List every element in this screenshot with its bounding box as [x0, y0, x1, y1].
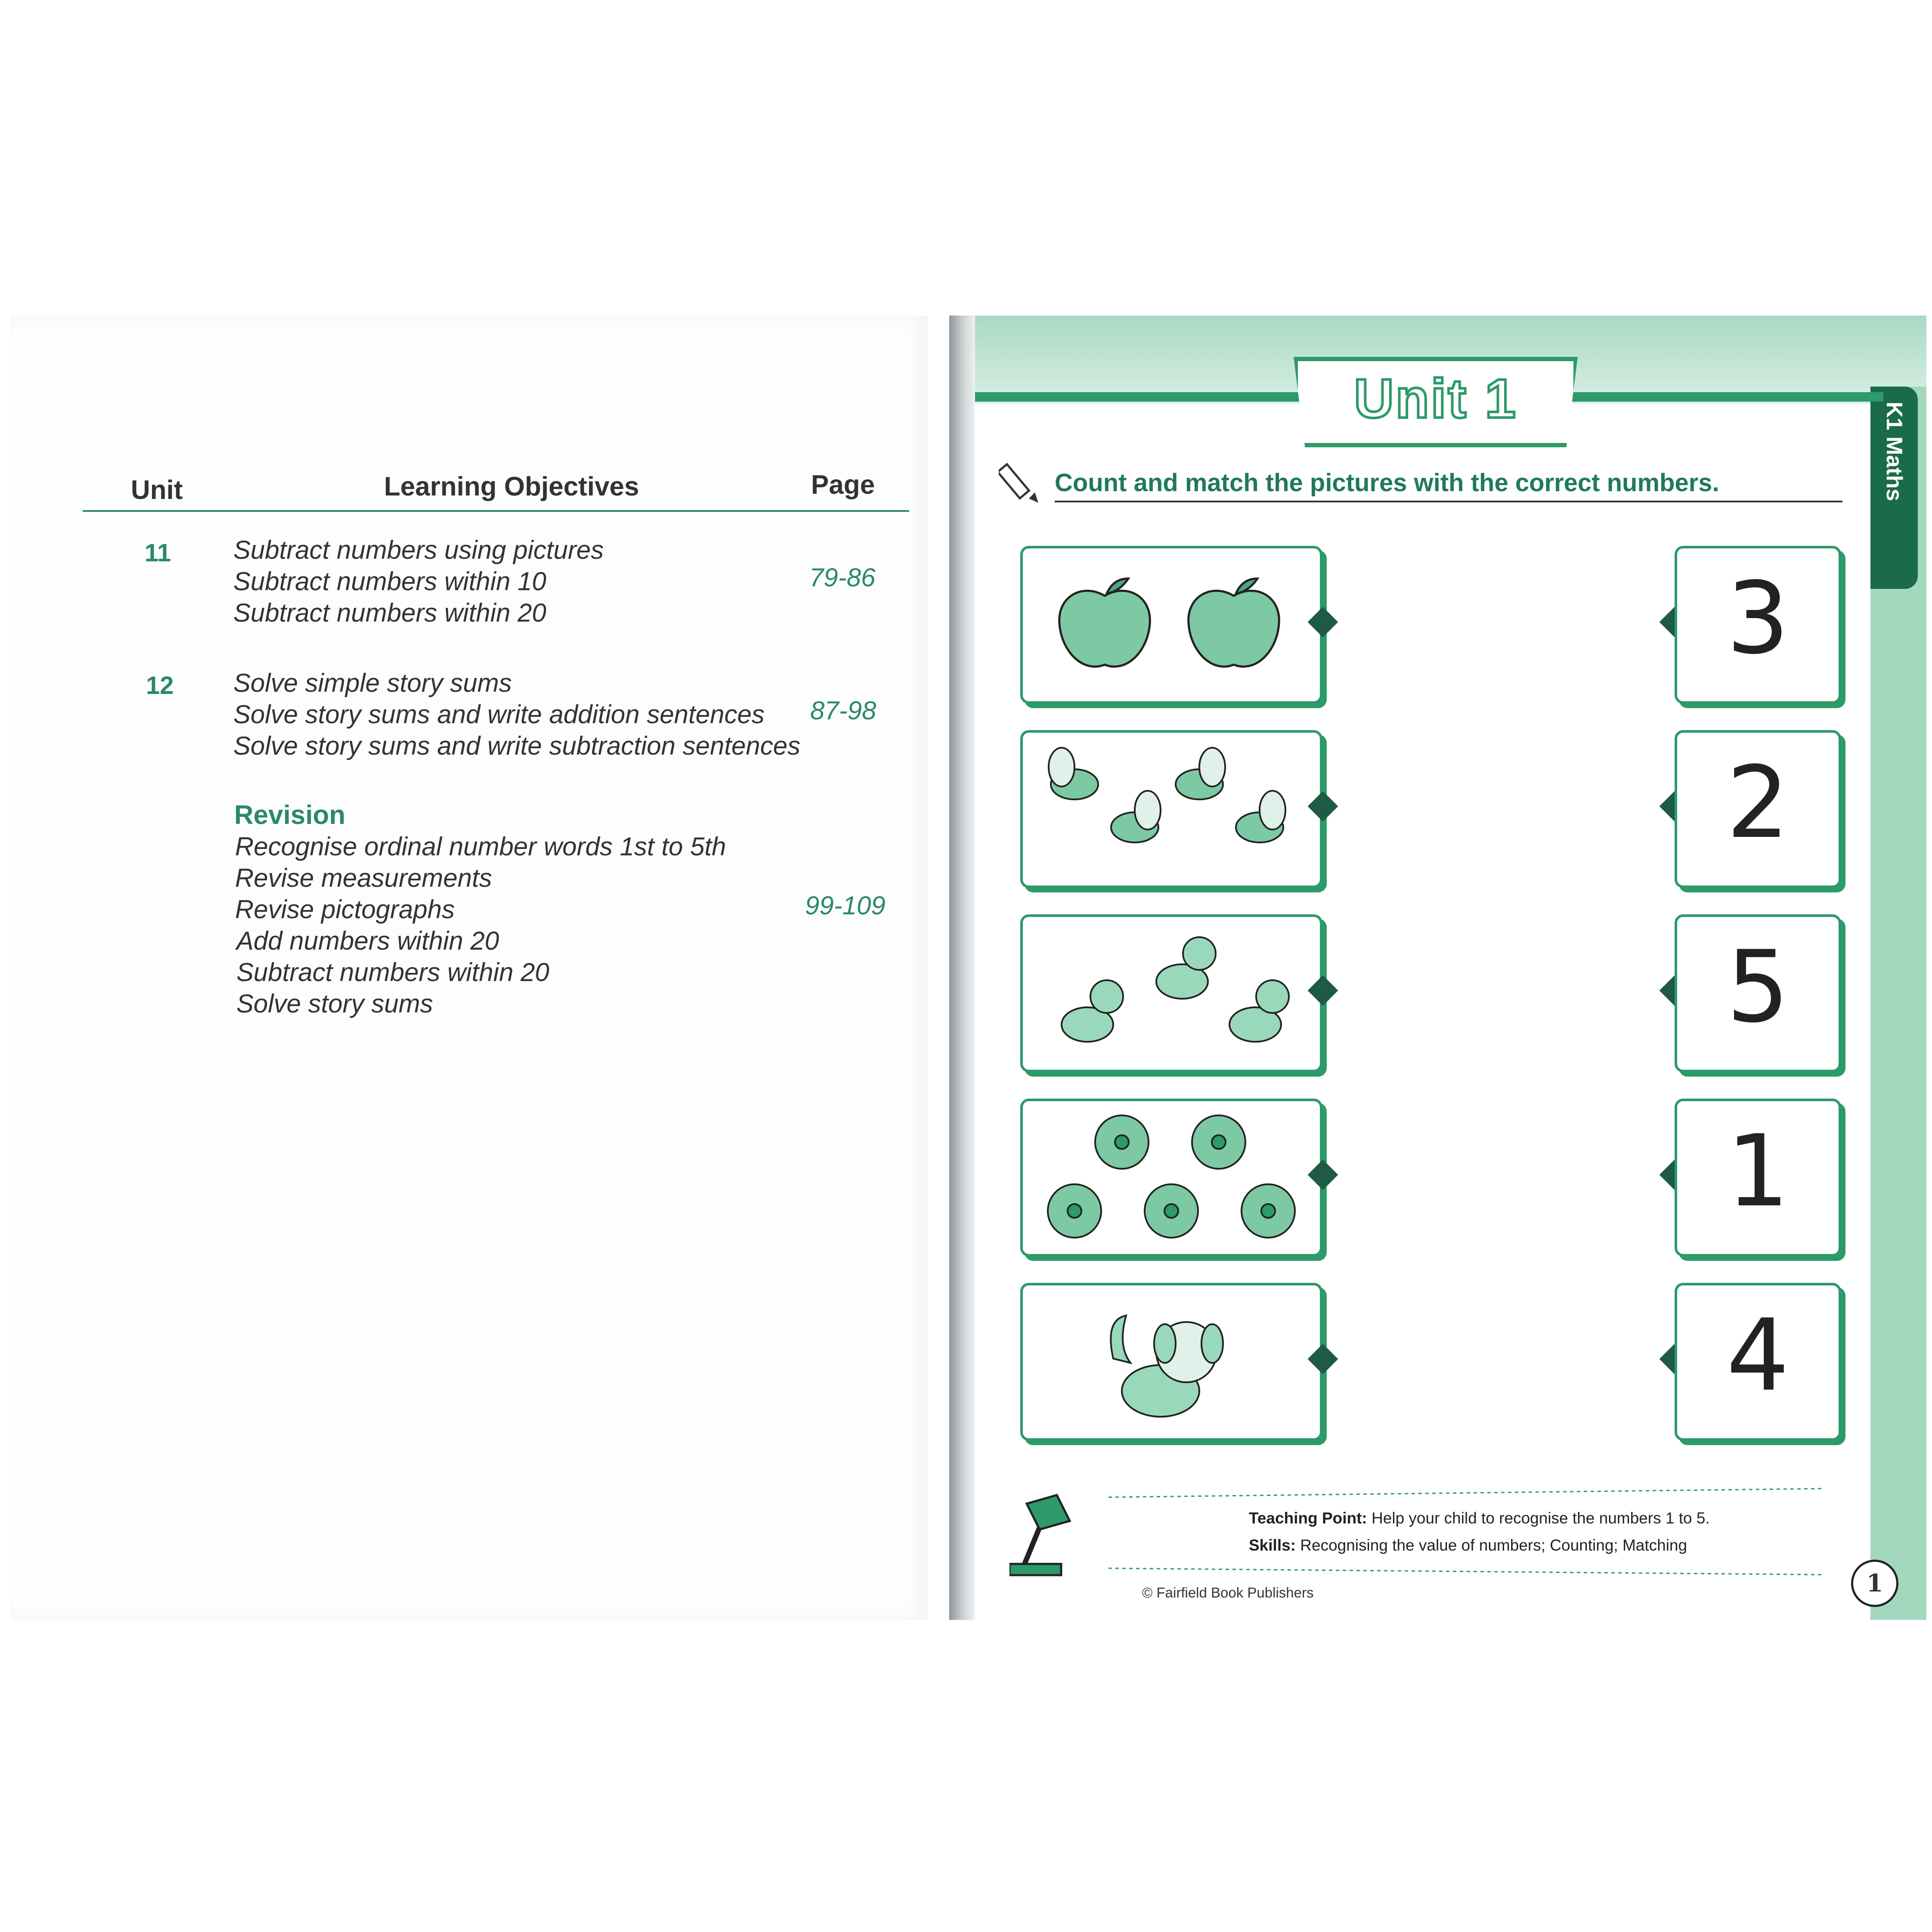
book-spine — [949, 316, 975, 1620]
objective-item: Add numbers within 20 — [236, 926, 499, 955]
objective-item: Solve story sums and write addition sentences — [233, 700, 765, 729]
worksheet-page — [949, 316, 1926, 1620]
side-tab-label: K1 Maths — [1882, 402, 1907, 502]
instruction-text: Count and match the pictures with the correct numbers. — [1055, 469, 1719, 497]
picture-box-flowers — [1020, 1099, 1322, 1257]
objectives-column-header: Learning Objectives — [384, 472, 639, 502]
skills-text: Recognising the value of numbers; Counting; Matching — [1300, 1536, 1687, 1554]
unit-title: Unit 1 — [1354, 368, 1517, 430]
pencil-icon — [999, 455, 1046, 507]
skills-label: Skills: — [1249, 1536, 1296, 1554]
picture-box-bees — [1020, 730, 1322, 888]
number-box — [1675, 1099, 1841, 1257]
revision-title: Revision — [234, 800, 346, 830]
number-value: 2 — [1726, 746, 1790, 861]
number-box — [1675, 1283, 1841, 1441]
teaching-point-text: Help your child to recognise the numbers 1 to 5. — [1372, 1509, 1710, 1527]
objective-item: Subtract numbers within 20 — [233, 598, 547, 627]
flower-icon — [1023, 1101, 1320, 1254]
teaching-point-label: Teaching Point: — [1249, 1509, 1367, 1527]
bee-icon — [1023, 733, 1320, 886]
picture-box-apples — [1020, 546, 1322, 704]
number-value: 4 — [1726, 1298, 1790, 1413]
objective-item: Revise measurements — [235, 864, 492, 892]
teaching-point — [1249, 1509, 1710, 1527]
picture-box-dog — [1020, 1283, 1322, 1441]
objective-item: Revise pictographs — [235, 895, 455, 924]
header-divider — [83, 510, 909, 512]
objective-item: Subtract numbers within 20 — [236, 958, 550, 987]
picture-box-ducks — [1020, 914, 1322, 1072]
objective-item: Recognise ordinal number words 1st to 5th — [235, 832, 726, 861]
number-value: 3 — [1726, 561, 1790, 676]
objective-item: Subtract numbers within 10 — [233, 567, 547, 596]
objective-item: Solve simple story sums — [233, 669, 512, 697]
page-range: 99-109 — [805, 891, 886, 920]
objective-item: Subtract numbers using pictures — [233, 536, 604, 564]
page-range: 87-98 — [810, 696, 876, 725]
page-number: 1 — [1851, 1560, 1898, 1607]
page-column-header: Page — [811, 470, 875, 500]
toc-page — [10, 316, 928, 1620]
unit-number: 12 — [146, 672, 174, 700]
number-value: 5 — [1726, 930, 1790, 1045]
apple-icon — [1023, 548, 1320, 701]
teaching-box-outline — [1048, 1478, 1840, 1581]
number-box — [1675, 914, 1841, 1072]
duck-icon — [1023, 917, 1320, 1070]
number-box — [1675, 546, 1841, 704]
teaching-box — [1048, 1478, 1840, 1581]
unit-number: 11 — [145, 539, 171, 567]
objective-item: Solve story sums — [236, 989, 433, 1018]
copyright: © Fairfield Book Publishers — [1142, 1585, 1314, 1601]
objective-item: Solve story sums and write subtraction sentences — [233, 731, 801, 760]
instruction-underline — [1055, 501, 1842, 502]
number-value: 1 — [1726, 1114, 1790, 1229]
page-range: 79-86 — [809, 563, 876, 592]
number-box — [1675, 730, 1841, 888]
unit-column-header: Unit — [131, 475, 183, 505]
skills — [1249, 1536, 1687, 1554]
dog-icon — [1023, 1285, 1320, 1438]
